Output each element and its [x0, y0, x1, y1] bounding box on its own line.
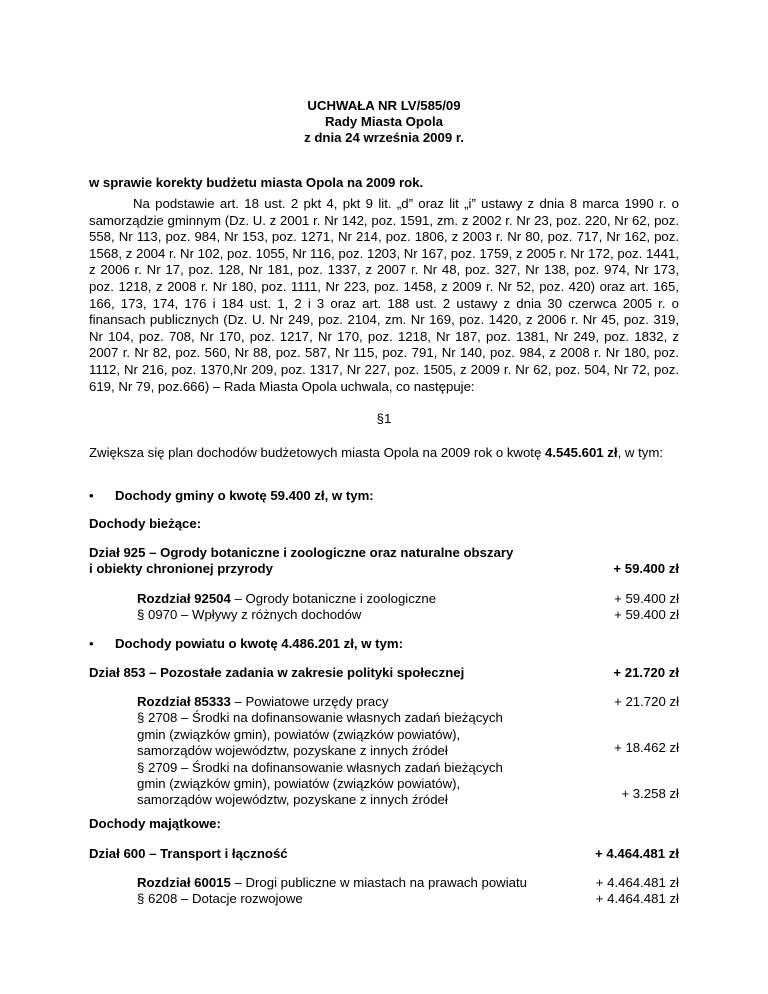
paragraph-2708-amount: + 18.462 zł: [614, 740, 679, 755]
capital-income-label: Dochody majątkowe:: [89, 816, 221, 831]
paragraph-2708-line1: § 2708 – Środki na dofinansowanie własnych zadań bieżących: [137, 710, 503, 726]
intro-text: Zwiększa się plan dochodów budżetowych miasta Opola na 2009 rok o kwotę: [89, 445, 545, 460]
rozdzial-60015: [137, 875, 527, 908]
dzial-853: Dział 853 – Pozostałe zadania w zakresie polityki społecznej: [89, 665, 465, 680]
rozdzial-92504: [137, 591, 436, 624]
intro-amount: 4.545.601 zł: [544, 445, 618, 460]
bullet-icon: •: [89, 636, 94, 651]
rozdzial-85333-code: Rozdział 85333: [137, 694, 231, 709]
resolution-subject: w sprawie korekty budżetu miasta Opola na 2009 rok.: [89, 175, 424, 190]
rozdzial-85333: [137, 694, 503, 809]
dzial-925-amount: + 59.400 zł: [613, 561, 679, 576]
rozdzial-60015-amount: + 4.464.481 zł: [595, 875, 679, 890]
resolution-date: z dnia 24 września 2009 r.: [304, 130, 464, 145]
paragraph-2708-line2: gmin (związków gmin), powiatów (związków powiatów),: [137, 726, 461, 742]
paragraph-2709-line3: samorządów województw, pozyskane z innych źródeł: [137, 792, 448, 808]
gmina-bullet-item: [89, 488, 689, 506]
dzial-600-amount: + 4.464.481 zł: [595, 846, 679, 861]
paragraph-0970: § 0970 – Wpływy z różnych dochodów: [137, 607, 362, 623]
intro-suffix: , w tym:: [617, 445, 663, 460]
intro-paragraph: [89, 445, 679, 462]
paragraph-2709-amount: + 3.258 zł: [621, 786, 679, 801]
section-mark: §1: [376, 411, 392, 426]
paragraph-6208-amount: + 4.464.481 zł: [595, 891, 679, 906]
paragraph-2709-line2: gmin (związków gmin), powiatów (związków powiatów),: [137, 776, 461, 792]
dzial-853-amount: + 21.720 zł: [613, 665, 679, 680]
legal-basis-paragraph: Na podstawie art. 18 ust. 2 pkt 4, pkt 9 lit. „d” oraz lit „i” ustawy z dnia 8 marca 1990 r. o samorządzie gminnym (Dz. U. z 2001 r. Nr 142, poz. 1591, zm. z 2002 r. Nr 23, poz. 220, Nr 62, poz. 558, Nr 113, poz. 984, Nr 153, poz. 1271, Nr 214, poz. 1806, z 2003 r. Nr 80, poz. 717, Nr 162, poz. 1568, z 2004 r. Nr 102, poz. 1055, Nr 116, poz. 1203, Nr 167, poz. 1759, z 2005 r. Nr 172, poz. 1441, z 2006 r. Nr 17, poz. 128, Nr 181, poz. 1337, z 2007 r. Nr 48, poz. 327, Nr 138, poz. 974, Nr 173, poz. 1218, z 2008 r. Nr 180, poz. 1111, Nr 223, poz. 1458, z 2009 r. Nr 52, poz. 420) oraz art. 165, 166, 173, 174, 176 i 184 ust. 1, 2 i 3 oraz art. 188 ust. 2 ustawy z dnia 30 czerwca 2005 r. o finansach publicznych (Dz. U. Nr 249, poz. 2104, zm. Nr 169, poz. 1420, z 2006 r. Nr 45, poz. 319, Nr 104, poz. 708, Nr 170, poz. 1217, Nr 170, poz. 1218, Nr 187, poz. 1381, Nr 249, poz. 1832, z 2007 r. Nr 82, poz. 560, Nr 88, poz. 587, Nr 115, poz. 791, Nr 140, poz. 984, z 2008 r. Nr 180, poz. 1112, Nr 216, poz. 1370,Nr 209, poz. 1317, Nr 227, poz. 1505, z 2009 r. Nr 62, poz. 504, Nr 72, poz. 619, Nr 79, poz.666) – Rada Miasta Opola uchwala, co następuje:: [89, 196, 679, 394]
dzial-600: Dział 600 – Transport i łączność: [89, 846, 288, 861]
powiat-bullet-text: Dochody powiatu o kwotę 4.486.201 zł, w tym:: [115, 636, 403, 651]
dzial-925-line1: Dział 925 – Ogrody botaniczne i zoologiczne oraz naturalne obszary: [89, 545, 514, 560]
bullet-icon: •: [89, 488, 94, 503]
rozdzial-92504-code: Rozdział 92504: [137, 591, 231, 606]
paragraph-2708-line3: samorządów województw, pozyskane z innych źródeł: [137, 743, 448, 759]
gmina-bullet-text: Dochody gminy o kwotę 59.400 zł, w tym:: [115, 488, 374, 503]
dzial-925-line2: i obiekty chronionej przyrody: [89, 561, 273, 577]
rozdzial-92504-name: – Ogrody botaniczne i zoologiczne: [230, 591, 437, 606]
council-name: Rady Miasta Opola: [325, 114, 443, 129]
rozdzial-60015-code: Rozdział 60015: [137, 875, 231, 890]
paragraph-0970-amount: + 59.400 zł: [614, 607, 679, 622]
rozdzial-85333-name: – Powiatowe urzędy pracy: [230, 694, 389, 709]
rozdzial-92504-amount: + 59.400 zł: [614, 591, 679, 606]
gmina-current-income-label: Dochody bieżące:: [89, 516, 202, 531]
rozdzial-85333-amount: + 21.720 zł: [614, 694, 679, 709]
resolution-number: UCHWAŁA NR LV/585/09: [307, 98, 461, 113]
paragraph-2709-line1: § 2709 – Środki na dofinansowanie własnych zadań bieżących: [137, 759, 503, 775]
powiat-bullet-item: [89, 636, 689, 654]
gmina-dzial-925: [89, 545, 513, 578]
rozdzial-60015-name: – Drogi publiczne w miastach na prawach powiatu: [230, 875, 527, 890]
paragraph-6208: § 6208 – Dotacje rozwojowe: [137, 891, 303, 907]
